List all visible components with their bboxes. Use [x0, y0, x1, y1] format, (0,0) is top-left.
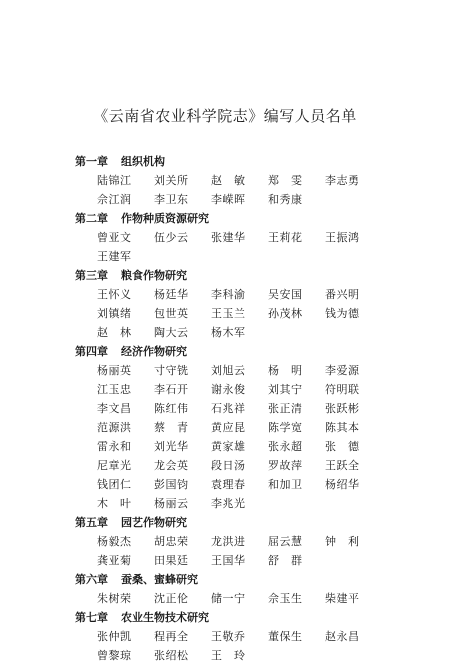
- person-name: 王振鸿: [325, 231, 360, 244]
- person-name: 谢永俊: [211, 383, 246, 396]
- person-name: 王跃全: [325, 459, 360, 472]
- person-name: 郑 雯: [268, 174, 303, 187]
- person-name: 和秀康: [268, 193, 303, 206]
- person-name: 李志勇: [325, 174, 360, 187]
- chapter-title: 组织机构: [121, 155, 165, 168]
- person-name: 刘旭云: [211, 364, 246, 377]
- name-row: [75, 285, 415, 304]
- person-name: 董保生: [268, 630, 303, 643]
- chapter-section: [75, 209, 415, 266]
- person-name: 钱为德: [325, 307, 360, 320]
- chapter-number: 第一章: [75, 155, 108, 168]
- person-name: 杨丽云: [154, 497, 189, 510]
- person-name: 王敬乔: [211, 630, 246, 643]
- person-name: 陶大云: [154, 326, 189, 339]
- person-name: 张正清: [268, 402, 303, 415]
- chapter-heading: [75, 608, 415, 627]
- chapter-number: 第七章: [75, 611, 108, 624]
- person-name: 王国华: [211, 554, 246, 567]
- person-name: 赵 敏: [211, 174, 246, 187]
- person-name: 佘玉生: [268, 592, 303, 605]
- person-name: 尼章光: [97, 459, 132, 472]
- person-name: 刘其宁: [268, 383, 303, 396]
- person-name: 寸守铣: [154, 364, 189, 377]
- person-name: 杨廷华: [154, 288, 189, 301]
- person-name: 王莉花: [268, 231, 303, 244]
- chapter-title: 蚕桑、蜜蜂研究: [121, 573, 198, 586]
- person-name: 王 玲: [211, 649, 246, 662]
- name-row: [75, 627, 415, 646]
- name-row: [75, 551, 415, 570]
- person-name: 张绍松: [154, 649, 189, 662]
- chapter-heading: [75, 266, 415, 285]
- person-name: 赵永昌: [325, 630, 360, 643]
- name-row: [75, 323, 415, 342]
- person-name: 陈学宽: [268, 421, 303, 434]
- chapter-title: 粮食作物研究: [121, 269, 187, 282]
- person-name: 木 叶: [97, 497, 132, 510]
- person-name: 程再全: [154, 630, 189, 643]
- person-name: 李嵘晖: [211, 193, 246, 206]
- person-name: 王建军: [97, 250, 132, 263]
- person-name: 范源洪: [97, 421, 132, 434]
- person-name: 番兴明: [325, 288, 360, 301]
- person-name: 屈云慧: [268, 535, 303, 548]
- person-name: 张 德: [325, 440, 360, 453]
- person-name: 龙洪进: [211, 535, 246, 548]
- name-row: [75, 190, 415, 209]
- chapter-section: [75, 513, 415, 570]
- chapter-title: 农业生物技术研究: [121, 611, 209, 624]
- person-name: 曾黎琼: [97, 649, 132, 662]
- chapter-title: 经济作物研究: [121, 345, 187, 358]
- name-row: [75, 456, 415, 475]
- name-row: [75, 475, 415, 494]
- person-name: 龙会英: [154, 459, 189, 472]
- person-name: 胡忠荣: [154, 535, 189, 548]
- person-name: 朱树荣: [97, 592, 132, 605]
- name-row: [75, 437, 415, 456]
- person-name: 储一宁: [211, 592, 246, 605]
- person-name: 黄应昆: [211, 421, 246, 434]
- person-name: 钱团仁: [97, 478, 132, 491]
- person-name: 石兆祥: [211, 402, 246, 415]
- person-name: 袁理春: [211, 478, 246, 491]
- person-name: 张仲凯: [97, 630, 132, 643]
- name-row: [75, 247, 415, 266]
- person-name: 蔡 青: [154, 421, 189, 434]
- person-name: 杨丽英: [97, 364, 132, 377]
- person-name: 田果廷: [154, 554, 189, 567]
- chapter-number: 第六章: [75, 573, 108, 586]
- person-name: 江玉忠: [97, 383, 132, 396]
- person-name: 王怀义: [97, 288, 132, 301]
- chapter-section: [75, 266, 415, 342]
- person-name: 雷永和: [97, 440, 132, 453]
- person-name: 孙茂林: [268, 307, 303, 320]
- name-row: [75, 304, 415, 323]
- chapter-number: 第三章: [75, 269, 108, 282]
- chapter-title: 园艺作物研究: [121, 516, 187, 529]
- chapter-number: 第四章: [75, 345, 108, 358]
- name-row: [75, 399, 415, 418]
- name-row: [75, 418, 415, 437]
- person-name: 陈其本: [325, 421, 360, 434]
- person-name: 符明联: [325, 383, 360, 396]
- person-name: 钟 利: [325, 535, 360, 548]
- chapter-heading: [75, 152, 415, 171]
- chapter-number: 第五章: [75, 516, 108, 529]
- name-row: [75, 380, 415, 399]
- person-name: 李石开: [154, 383, 189, 396]
- person-name: 杨绍华: [325, 478, 360, 491]
- chapter-section: [75, 608, 415, 665]
- name-row: [75, 171, 415, 190]
- person-name: 刘镇绪: [97, 307, 132, 320]
- person-name: 李卫东: [154, 193, 189, 206]
- person-name: 刘关所: [154, 174, 189, 187]
- staff-list: [75, 152, 415, 665]
- person-name: 张建华: [211, 231, 246, 244]
- person-name: 陈红伟: [154, 402, 189, 415]
- chapter-number: 第二章: [75, 212, 108, 225]
- person-name: 张永超: [268, 440, 303, 453]
- page-title: 《云南省农业科学院志》编写人员名单: [93, 107, 357, 125]
- person-name: 伍少云: [154, 231, 189, 244]
- name-row: [75, 228, 415, 247]
- chapter-heading: [75, 513, 415, 532]
- person-name: 张跃彬: [325, 402, 360, 415]
- chapter-section: [75, 152, 415, 209]
- person-name: 王玉兰: [211, 307, 246, 320]
- person-name: 李爱源: [325, 364, 360, 377]
- chapter-heading: [75, 570, 415, 589]
- person-name: 龚亚菊: [97, 554, 132, 567]
- chapter-section: [75, 342, 415, 513]
- name-row: [75, 361, 415, 380]
- person-name: 彭国钧: [154, 478, 189, 491]
- person-name: 杨 明: [268, 364, 303, 377]
- name-row: [75, 532, 415, 551]
- name-row: [75, 589, 415, 608]
- chapter-section: [75, 570, 415, 608]
- person-name: 舒 群: [268, 554, 303, 567]
- person-name: 赵 林: [97, 326, 132, 339]
- person-name: 李文昌: [97, 402, 132, 415]
- chapter-heading: [75, 209, 415, 228]
- person-name: 吴安国: [268, 288, 303, 301]
- person-name: 段日汤: [211, 459, 246, 472]
- person-name: 包世英: [154, 307, 189, 320]
- chapter-title: 作物种质资源研究: [121, 212, 209, 225]
- person-name: 李科渝: [211, 288, 246, 301]
- person-name: 刘光华: [154, 440, 189, 453]
- person-name: 杨木军: [211, 326, 246, 339]
- person-name: 沈正伦: [154, 592, 189, 605]
- person-name: 李兆光: [211, 497, 246, 510]
- person-name: 曾亚文: [97, 231, 132, 244]
- person-name: 杨毅杰: [97, 535, 132, 548]
- person-name: 黄家雄: [211, 440, 246, 453]
- person-name: 罗故萍: [268, 459, 303, 472]
- person-name: 陆锦江: [97, 174, 132, 187]
- person-name: 佘江润: [97, 193, 132, 206]
- person-name: 柴建平: [325, 592, 360, 605]
- chapter-heading: [75, 342, 415, 361]
- person-name: 和加卫: [268, 478, 303, 491]
- name-row: [75, 494, 415, 513]
